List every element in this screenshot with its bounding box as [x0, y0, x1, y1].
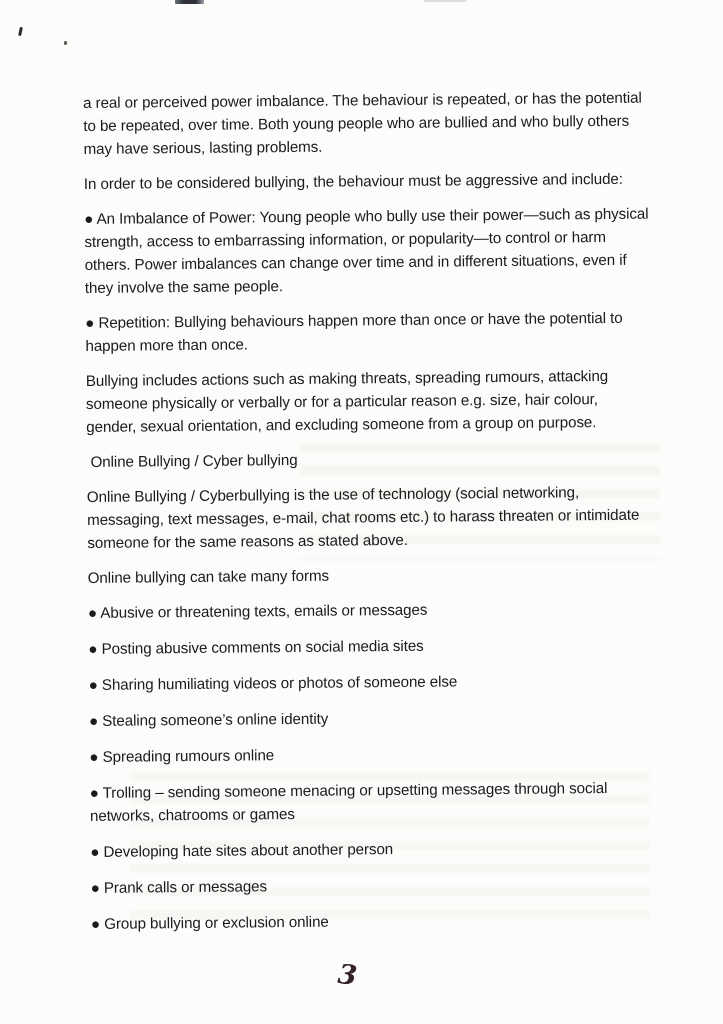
list-item-sharing-videos: ● Sharing humiliating videos or photos of someone else	[88, 673, 458, 694]
list-item-hate-sites: ● Developing hate sites about another person	[90, 841, 394, 861]
list-item-stealing-identity: ● Stealing someone’s online identity	[88, 710, 329, 730]
handwritten-page-number: 3	[336, 958, 359, 993]
online-bullying-forms-list	[88, 596, 697, 936]
list-item-group-bullying: ● Group bullying or exclusion online	[90, 913, 329, 933]
bullet-repetition: ● Repetition: Bullying behaviours happen more than once or have the potential to happen more than once.	[85, 309, 623, 355]
list-item-posting-comments: ● Posting abusive comments on social media sites	[88, 637, 424, 658]
scan-artifact-ink-dot	[64, 41, 67, 45]
list-item-abusive-texts: ● Abusive or threatening texts, emails or messages	[87, 601, 428, 622]
scan-artifact-ink-tick	[18, 27, 23, 36]
heading-online-bullying: Online Bullying / Cyber bullying	[90, 451, 298, 471]
paragraph-cyberbullying-definition: Online Bullying / Cyberbullying is the use of technology (social networking, messaging, text messages, e-mail, chat rooms etc.) to harass threaten or intimidate someone for the same reasons as stated above.	[86, 484, 640, 552]
paragraph-bullying-includes: Bullying includes actions such as making threats, spreading rumours, attacking someone physically or verbally or for a particular reason e.g. size, hair colour, gender, sexual orientation, and excluding someone from a group on purpose.	[85, 367, 609, 436]
paragraph-many-forms: Online bullying can take many forms	[87, 567, 330, 587]
paragraph-must-be-aggressive: In order to be considered bullying, the behaviour must be aggressive and include:	[83, 170, 623, 193]
list-item-prank-calls: ● Prank calls or messages	[90, 878, 268, 897]
scan-artifact-light-bar	[424, 0, 466, 2]
list-item-trolling: ● Trolling – sending someone menacing or upsetting messages through social networks, chatrooms or games	[89, 779, 608, 825]
list-item-spreading-rumours: ● Spreading rumours online	[89, 747, 275, 766]
paragraph-power-imbalance: a real or perceived power imbalance. The behaviour is repeated, or has the potential to be repeated, over time. Both young people who are bullied and who bully others may have serious, lasting problems.	[83, 89, 642, 158]
document-body	[83, 86, 697, 949]
scan-artifact-dark-bar	[175, 0, 204, 4]
bullet-imbalance-of-power: ● An Imbalance of Power: Young people who bully use their power—such as physical strength, access to embarrassing information, or popularity—to control or harm others. Power imbalances can change over time and in different situations, even if they involve the same people.	[84, 205, 649, 297]
